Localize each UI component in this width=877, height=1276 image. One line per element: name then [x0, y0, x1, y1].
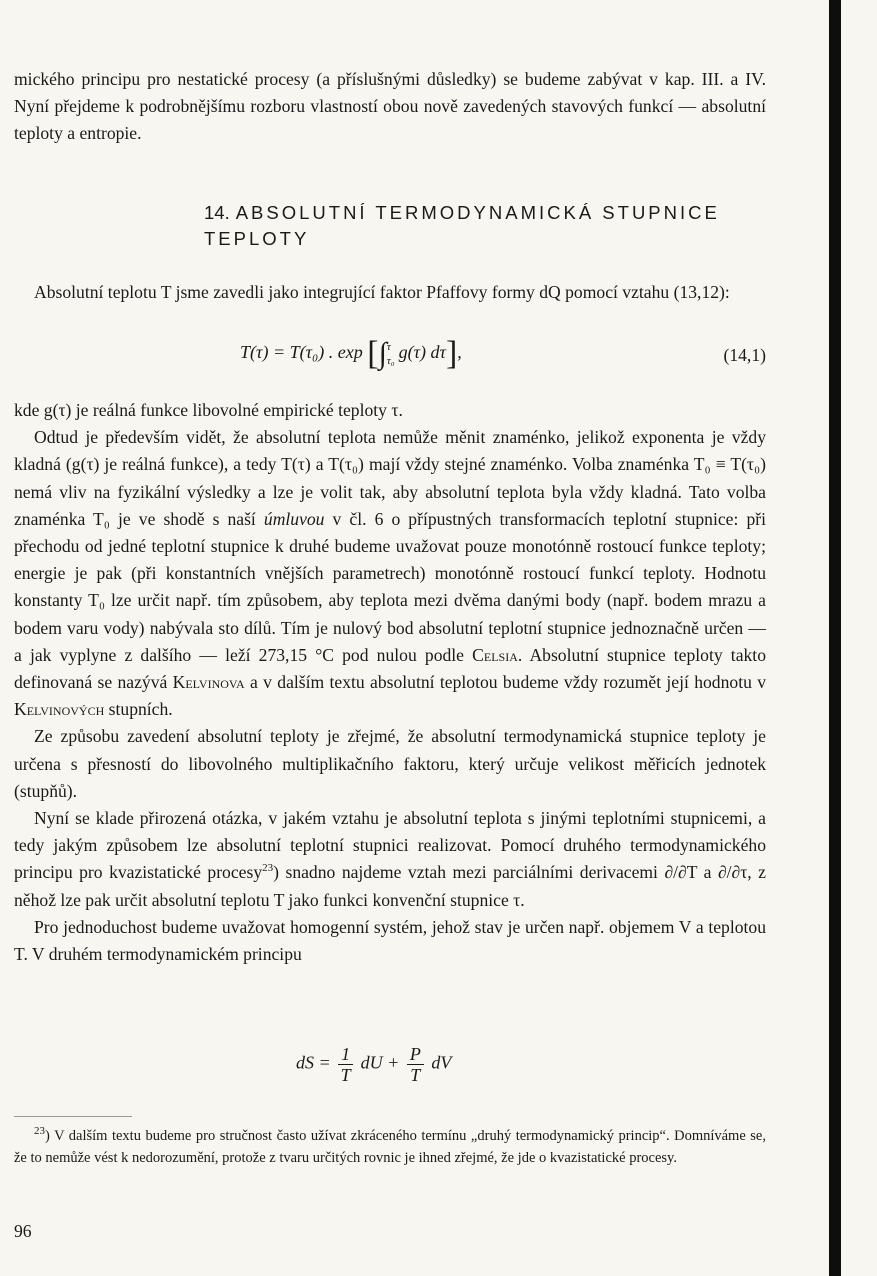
emphasis-umluvou: úmluvou	[263, 508, 325, 529]
eq1-integrand: g(τ) dτ	[398, 342, 446, 363]
simple-paragraph: Pro jednoduchost budeme uvažovat homogenní systém, jehož stav je určen např. objemem V a teplotou T. V druhém termodynamickém principu	[14, 916, 766, 965]
frac1-numerator: 1	[338, 1044, 353, 1065]
question-text-1: Nyní se klade přirozená otázka, v jakém vztahu je absolutní teplota s jinými teplotními stupnicemi, a tedy jakým způsobem lze absolutní teplotní stupnici realizovat. Pomocí druhého termodynamického principu pro kvazistatické procesy	[14, 808, 766, 883]
intro-paragraph: mického principu pro nestatické procesy (a příslušnými důsledky) se budeme zabývat v kap. III. a IV. Nyní přejdeme k podrobnějšímu rozboru vlastností obou nově zavedených stavových funkcí — absolutní teploty a entropie.	[14, 69, 766, 144]
equation-14-1-formula: T(τ) = T(τ₀) . exp [∫ τ τ₀ g(τ) dτ],	[240, 335, 462, 372]
equation-second-principle	[296, 1044, 451, 1085]
name-kelvin-degrees: Kelvinových	[14, 699, 105, 720]
eq1-lhs: T(τ) =	[240, 342, 286, 363]
page-number: 96	[14, 1221, 32, 1241]
footnote-reference: 23	[262, 862, 274, 875]
eq2-mid: dU +	[360, 1052, 400, 1073]
section-number: 14.	[204, 202, 230, 223]
lower-limit: τ₀	[386, 355, 395, 367]
scan-edge-bar	[829, 0, 841, 1276]
eq2-end: dV	[431, 1052, 452, 1073]
footnote-divider	[14, 1116, 132, 1117]
sign-paragraph	[14, 424, 766, 723]
equation-number: (14,1)	[723, 345, 766, 365]
fraction-p-over-t	[407, 1044, 424, 1085]
integral-icon: ∫	[378, 337, 387, 370]
integral-limits	[387, 340, 395, 368]
footnote-marker: 23	[34, 1125, 45, 1138]
left-bracket-icon: [	[367, 335, 379, 372]
equation-14-1	[14, 337, 766, 393]
question-paragraph	[14, 805, 766, 914]
section-title-line2: TEPLOTY	[204, 228, 310, 249]
sign-text-3: . Absolutní stupnice teploty takto definovaná se nazývá	[14, 644, 766, 693]
footnote	[14, 1125, 766, 1169]
frac2-denominator: T	[410, 1065, 421, 1085]
sign-text-1: Odtud je především vidět, že absolutní teplota nemůže měnit znaménko, jelikož exponenta je vždy kladná (g(τ) je reálná funkce), a tedy T(τ) a T(τ₀) mají vždy stejné znaménko. Volba znaménka T₀ ≡ T(τ₀) nemá vliv na fyzikální výsledky a lze je volit tak, aby absolutní teplota byla vždy kladná. Tato volba znaménka T₀ je ve shodě s naší	[14, 427, 766, 529]
definition-paragraph: Absolutní teplotu T jsme zavedli jako integrující faktor Pfaffovy formy dQ pomocí vztahu (13,12):	[34, 282, 730, 302]
fraction-1-over-t	[338, 1044, 353, 1085]
question-text-2: ) snadno najdeme vztah mezi parciálními derivacemi ∂/∂T a ∂/∂τ, z něhož lze pak určit absolutní teplotu T jako funkci konvenční stupnice τ.	[14, 862, 766, 910]
scale-paragraph: Ze způsobu zavedení absolutní teploty je zřejmé, že absolutní termodynamická stupnice teploty je určena s přesností do libovolného multiplikačního faktoru, který určuje velikost měřicích jednotek (stupňů).	[14, 726, 766, 801]
sign-text-2: v čl. 6 o přípustných transformacích teplotní stupnice: při přechodu od jedné teplotní stupnice k druhé budeme uvažovat pouze monotónně rostoucí funkce teploty; energie je pak (při konstantních vnějších parametrech) monotónně rostoucí funkcí teploty. Hodnotu konstanty T₀ lze určit např. tím způsobem, aby teplota mezi dvěma danými body (např. bodem mrazu a bodem varu vody) nabývala sto dílů. Tím je nulový bod absolutní teplotní stupnice jednoznačně určen — a jak vyplyne z dalšího — leží 273,15 °C pod nulou podle	[14, 508, 766, 665]
upper-limit: τ	[386, 341, 391, 353]
where-paragraph: kde g(τ) je reálná funkce libovolné empirické teploty τ.	[14, 400, 403, 420]
sign-text-5: stupních.	[104, 699, 173, 720]
name-celsius: Celsia	[472, 644, 518, 665]
section-heading	[204, 200, 764, 252]
footnote-body: ) V dalším textu budeme pro stručnost často užívat zkráceného termínu „druhý termodynamický princip“. Domníváme se, že to nemůže vést k nedorozumění, protože z tvaru určitých rovnic je ihned zřejmé, že jde o kvazistatické procesy.	[14, 1128, 766, 1166]
footnote-text	[14, 1125, 766, 1169]
section-title-line1: ABSOLUTNÍ TERMODYNAMICKÁ STUPNICE	[235, 202, 720, 223]
main-text	[14, 397, 766, 968]
name-kelvin: Kelvinova	[172, 672, 245, 693]
eq2-lhs: dS =	[296, 1052, 331, 1073]
sign-text-4: a v dalším textu absolutní teplotou budeme vždy rozumět její hodnotu v	[244, 672, 767, 693]
eq1-rhs-prefix: T(τ₀) . exp	[289, 342, 363, 363]
right-bracket-icon: ]	[445, 335, 458, 372]
frac1-denominator: T	[340, 1065, 351, 1085]
frac2-numerator: P	[407, 1044, 424, 1065]
